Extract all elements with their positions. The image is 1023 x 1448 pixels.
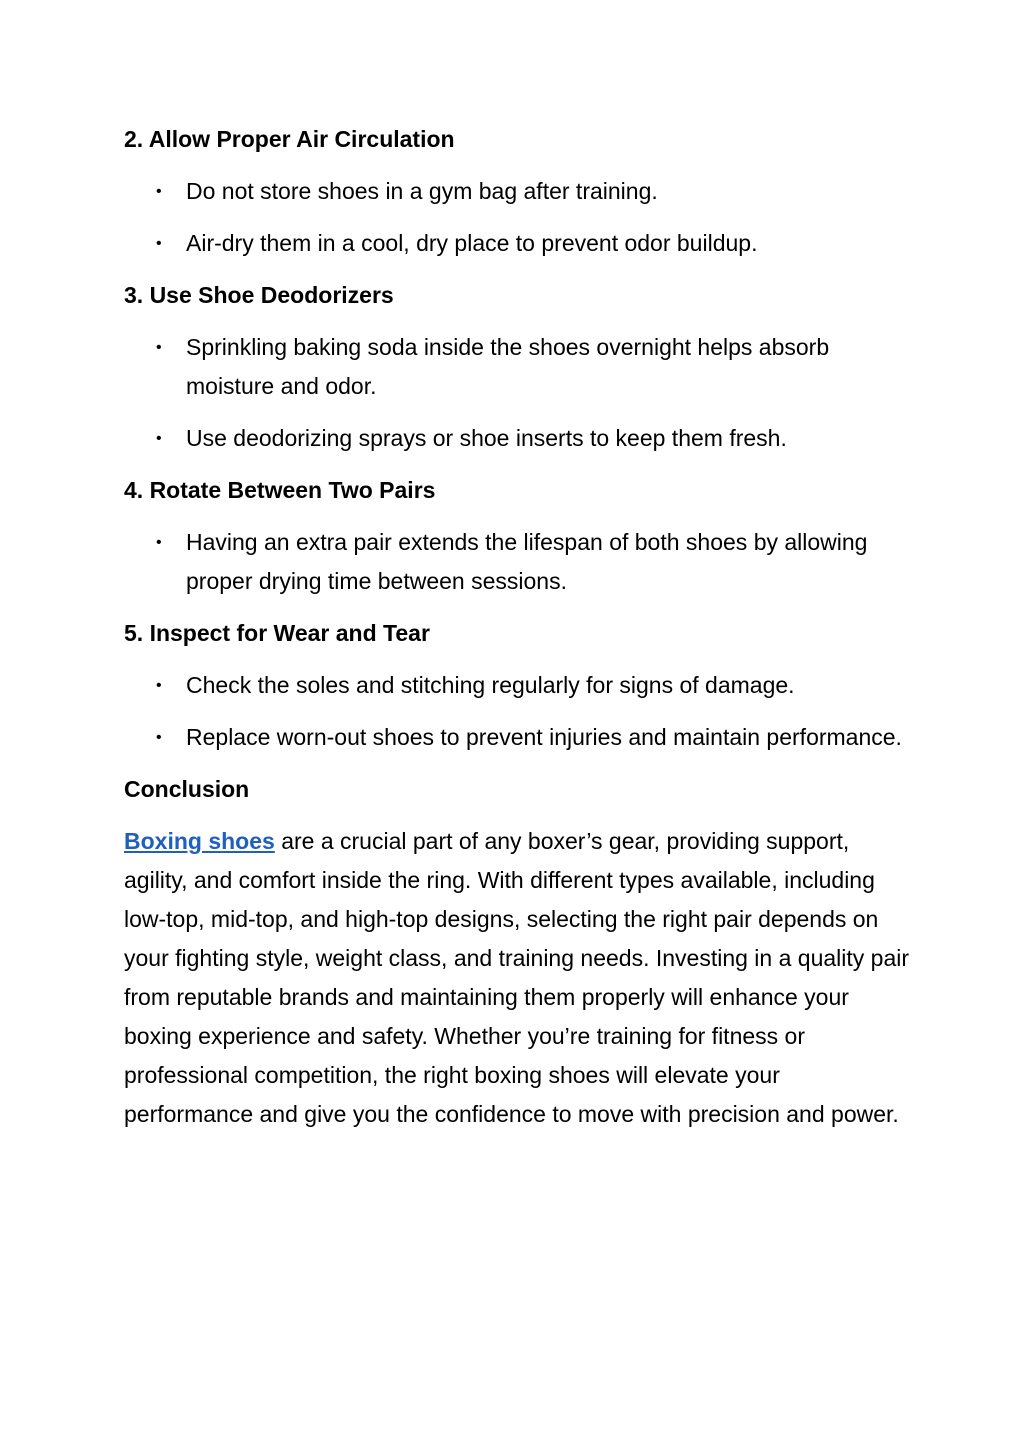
bullet-list-rotate-pairs [124, 523, 914, 601]
section-heading-air-circulation: 2. Allow Proper Air Circulation [124, 126, 455, 152]
section-heading-deodorizers: 3. Use Shoe Deodorizers [124, 282, 394, 308]
section-heading-wear-and-tear: 5. Inspect for Wear and Tear [124, 620, 430, 646]
list-item-text: Having an extra pair extends the lifespan of both shoes by allowing proper drying time between sessions. [186, 529, 868, 594]
list-item [124, 666, 914, 705]
bullet-icon: • [156, 183, 162, 200]
list-item-text: Air-dry them in a cool, dry place to prevent odor buildup. [186, 230, 758, 256]
document-page [124, 120, 914, 1134]
conclusion-paragraph [124, 822, 914, 1134]
conclusion-body-text: are a crucial part of any boxer’s gear, providing support, agility, and comfort inside the ring. With different types available, including low-top, mid-top, and high-top designs, selecting the right pair depends on your fighting style, weight class, and training needs. Investing in a quality pair from reputable brands and maintaining them properly will enhance your boxing experience and safety. Whether you’re training for fitness or professional competition, the right boxing shoes will elevate your performance and give you the confidence to move with precision and power. [124, 828, 909, 1127]
bullet-icon: • [156, 339, 162, 356]
bullet-list-wear-and-tear [124, 666, 914, 757]
list-item [124, 328, 914, 406]
bullet-icon: • [156, 430, 162, 447]
section-heading-rotate-pairs: 4. Rotate Between Two Pairs [124, 477, 436, 503]
bullet-icon: • [156, 729, 162, 746]
list-item [124, 523, 914, 601]
list-item [124, 224, 914, 263]
bullet-list-deodorizers [124, 328, 914, 458]
bullet-list-air-circulation [124, 172, 914, 263]
bullet-icon: • [156, 534, 162, 551]
list-item-text: Sprinkling baking soda inside the shoes overnight helps absorb moisture and odor. [186, 334, 830, 399]
list-item-text: Use deodorizing sprays or shoe inserts to keep them fresh. [186, 425, 787, 451]
list-item [124, 718, 914, 757]
boxing-shoes-link[interactable]: Boxing shoes [124, 828, 275, 854]
conclusion-heading: Conclusion [124, 776, 250, 802]
list-item-text: Check the soles and stitching regularly for signs of damage. [186, 672, 795, 698]
bullet-icon: • [156, 235, 162, 252]
bullet-icon: • [156, 677, 162, 694]
list-item [124, 419, 914, 458]
list-item [124, 172, 914, 211]
list-item-text: Replace worn-out shoes to prevent injuries and maintain performance. [186, 724, 902, 750]
list-item-text: Do not store shoes in a gym bag after training. [186, 178, 658, 204]
